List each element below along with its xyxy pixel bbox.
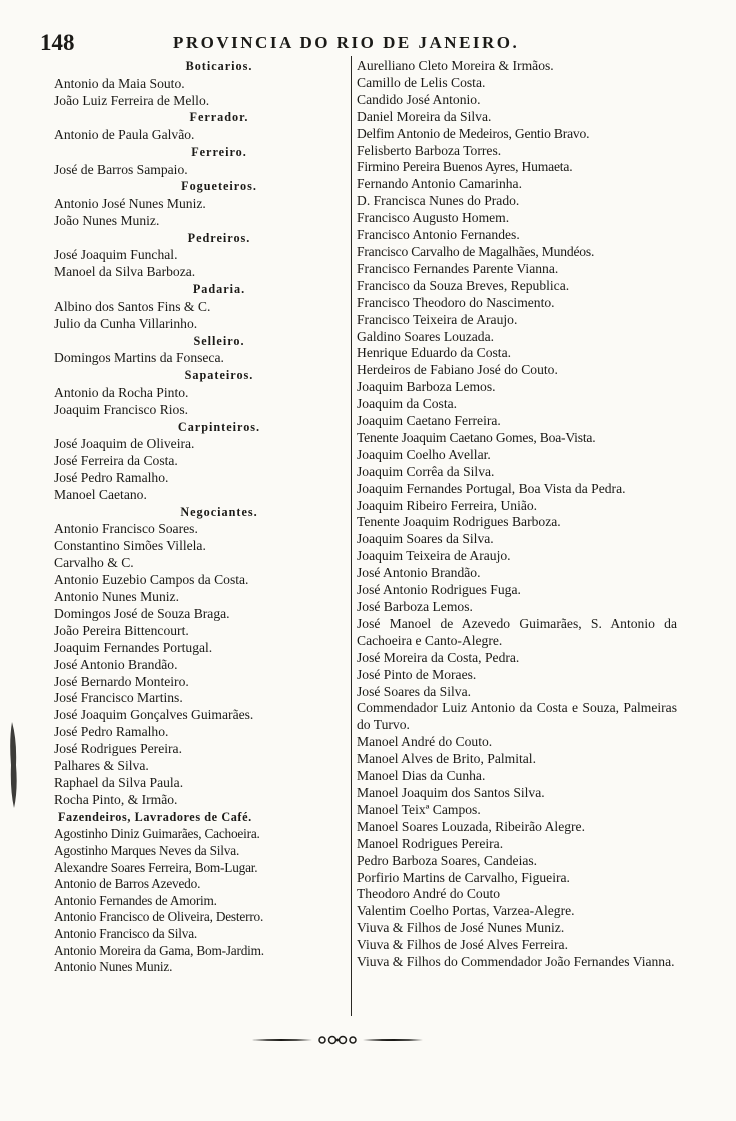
section-negociantes bbox=[54, 504, 344, 809]
list-item: Manoel André do Couto. bbox=[357, 734, 493, 750]
list-item: Joaquim Ribeiro Ferreira, União. bbox=[357, 497, 538, 513]
list-item: Candido José Antonio. bbox=[357, 91, 481, 107]
list-item: José Pedro Ramalho. bbox=[54, 469, 169, 485]
list-item: Constantino Simões Villela. bbox=[54, 538, 206, 554]
list-item: José Antonio Brandão. bbox=[357, 565, 481, 581]
section-heading: Selleiro. bbox=[193, 333, 245, 348]
section-selleiro bbox=[54, 333, 344, 368]
list-item: Joaquim Caetano Ferreira. bbox=[357, 413, 501, 429]
list-item: Carvalho & C. bbox=[54, 555, 134, 571]
list-item: Valentim Coelho Portas, Varzea-Alegre. bbox=[357, 903, 575, 919]
list-item: José Antonio Brandão. bbox=[54, 656, 178, 672]
list-item: Porfirio Martins de Carvalho, Figueira. bbox=[357, 869, 570, 885]
list-item: José Rodrigues Pereira. bbox=[54, 741, 182, 757]
list-item: Antonio de Barros Azevedo. bbox=[54, 876, 201, 892]
list-item: Antonio Nunes Muniz. bbox=[54, 959, 173, 975]
list-item: Manoel Caetano. bbox=[54, 486, 147, 502]
list-item: José Pinto de Moraes. bbox=[357, 666, 477, 682]
list-item: Manoel Joaquim dos Santos Silva. bbox=[357, 784, 545, 800]
list-item: Viuva & Filhos de José Nunes Muniz. bbox=[357, 920, 565, 936]
list-item: Antonio Francisco de Oliveira, Desterro. bbox=[54, 909, 264, 925]
list-item: Manoel Dias da Cunha. bbox=[357, 768, 486, 784]
list-item: Aurelliano Cleto Moreira & Irmãos. bbox=[357, 58, 554, 73]
list-item: Francisco da Souza Breves, Republica. bbox=[357, 277, 570, 293]
list-item: Francisco Fernandes Parente Vianna. bbox=[357, 260, 559, 276]
section-heading: Ferrador. bbox=[189, 110, 249, 125]
list-item: Palhares & Silva. bbox=[54, 758, 149, 774]
section-ferreiro bbox=[54, 144, 344, 179]
list-item: José de Barros Sampaio. bbox=[54, 161, 188, 177]
list-item: José Manoel de Azevedo Guimarães, S. Antonio da Cachoeira e Canto-Alegre. bbox=[357, 615, 677, 648]
list-item: Antonio Fernandes de Amorim. bbox=[54, 892, 217, 908]
section-heading: Ferreiro. bbox=[191, 144, 247, 159]
list-item: Rocha Pinto, & Irmão. bbox=[54, 791, 178, 807]
list-item: Galdino Soares Louzada. bbox=[357, 328, 495, 344]
page-title: PROVINCIA DO RIO DE JANEIRO. bbox=[173, 33, 520, 52]
list-item: Raphael da Silva Paula. bbox=[54, 774, 184, 790]
list-item: Tenente Joaquim Caetano Gomes, Boa-Vista. bbox=[357, 429, 596, 445]
list-item: Antonio da Rocha Pinto. bbox=[54, 384, 189, 400]
left-column bbox=[54, 58, 344, 976]
list-item: José Ferreira da Costa. bbox=[54, 453, 178, 469]
section-heading: Carpinteiros. bbox=[177, 419, 261, 434]
list-item: Manoel Alves de Brito, Palmital. bbox=[357, 751, 536, 767]
list-item: Antonio Euzebio Campos da Costa. bbox=[54, 572, 249, 588]
section-fogueteiros bbox=[54, 178, 344, 229]
section-carpinteiros bbox=[54, 419, 344, 504]
list-item: José Francisco Martins. bbox=[54, 690, 183, 706]
list-item: José Moreira da Costa, Pedra. bbox=[357, 649, 520, 665]
list-item: Delfim Antonio de Medeiros, Gentio Bravo. bbox=[357, 125, 590, 141]
list-item: Joaquim da Costa. bbox=[357, 396, 458, 412]
ink-stain-icon bbox=[8, 720, 20, 810]
section-sapateiros bbox=[54, 367, 344, 418]
list-item: José Joaquim Gonçalves Guimarães. bbox=[54, 707, 254, 723]
list-item: Agostinho Marques Neves da Silva. bbox=[54, 842, 240, 858]
section-heading: Padaria. bbox=[192, 282, 246, 297]
list-item: Viuva & Filhos do Commendador João Fernandes Vianna. bbox=[357, 954, 675, 970]
list-item: Antonio Moreira da Gama, Bom-Jardim. bbox=[54, 942, 264, 958]
list-item: Joaquim Teixeira de Araujo. bbox=[357, 548, 511, 564]
list-item: Henrique Eduardo da Costa. bbox=[357, 345, 512, 361]
section-heading: Boticarios. bbox=[185, 59, 253, 73]
list-item: Francisco Theodoro do Nascimento. bbox=[357, 294, 555, 310]
section-heading: Fogueteiros. bbox=[181, 179, 257, 194]
list-item: João Luiz Ferreira de Mello. bbox=[54, 92, 210, 108]
list-item: Tenente Joaquim Rodrigues Barboza. bbox=[357, 514, 561, 530]
section-heading: Negociantes. bbox=[180, 504, 258, 519]
section-padaria bbox=[54, 281, 344, 332]
list-item: Manoel Soares Louzada, Ribeirão Alegre. bbox=[357, 818, 585, 834]
list-item: Joaquim Francisco Rios. bbox=[54, 401, 189, 417]
section-fazendeiros bbox=[54, 809, 344, 976]
section-boticarios bbox=[54, 58, 344, 109]
list-item: Francisco Teixeira de Araujo. bbox=[357, 311, 518, 327]
list-item: Domingos Martins da Fonseca. bbox=[54, 350, 224, 366]
list-item: Joaquim Barboza Lemos. bbox=[357, 379, 496, 395]
list-item: Antonio José Nunes Muniz. bbox=[54, 196, 206, 211]
list-item: Firmino Pereira Buenos Ayres, Humaeta. bbox=[357, 159, 573, 175]
list-item: Julio da Cunha Villarinho. bbox=[54, 315, 198, 331]
list-item: Agostinho Diniz Guimarães, Cachoeira. bbox=[54, 826, 260, 842]
list-item: José Joaquim Funchal. bbox=[54, 247, 178, 263]
list-item: Joaquim Soares da Silva. bbox=[357, 531, 494, 547]
list-item: Camillo de Lelis Costa. bbox=[357, 74, 486, 90]
list-item: Francisco Carvalho de Magalhães, Mundéos. bbox=[357, 243, 595, 259]
list-item: José Joaquim de Oliveira. bbox=[54, 436, 195, 452]
list-item: José Bernardo Monteiro. bbox=[54, 673, 189, 689]
list-item: Felisberto Barboza Torres. bbox=[357, 142, 502, 158]
list-item: D. Francisca Nunes do Prado. bbox=[357, 193, 520, 209]
list-item: José Barboza Lemos. bbox=[357, 599, 473, 614]
list-item: João Pereira Bittencourt. bbox=[54, 622, 189, 638]
page-header bbox=[40, 30, 690, 58]
list-item: Joaquim Corrêa da Silva. bbox=[357, 463, 495, 479]
list-item: José Pedro Ramalho. bbox=[54, 724, 169, 740]
section-heading: Fazendeiros, Lavradores de Café. bbox=[58, 809, 252, 824]
section-pedreiros bbox=[54, 230, 344, 281]
ornament-divider-icon bbox=[250, 1032, 425, 1048]
list-item: José Soares da Silva. bbox=[357, 683, 472, 699]
list-item: Viuva & Filhos de José Alves Ferreira. bbox=[357, 937, 568, 953]
list-item: Commendador Luiz Antonio da Costa e Souza, Palmeiras do Turvo. bbox=[357, 700, 677, 733]
list-item: Francisco Augusto Homem. bbox=[357, 210, 510, 226]
section-heading: Pedreiros. bbox=[187, 230, 251, 245]
list-item: Francisco Antonio Fernandes. bbox=[357, 227, 520, 243]
list-item: Albino dos Santos Fins & C. bbox=[54, 298, 211, 314]
list-item: Antonio de Paula Galvão. bbox=[54, 127, 195, 142]
list-item: Theodoro André do Couto bbox=[357, 886, 501, 902]
list-item: Joaquim Coelho Avellar. bbox=[357, 446, 491, 462]
list-item: Manoel Rodrigues Pereira. bbox=[357, 835, 504, 851]
list-item: Fernando Antonio Camarinha. bbox=[357, 176, 522, 192]
section-heading: Sapateiros. bbox=[184, 368, 254, 383]
list-item: João Nunes Muniz. bbox=[54, 212, 160, 228]
list-item: Antonio Francisco Soares. bbox=[54, 521, 198, 537]
right-column bbox=[357, 58, 677, 971]
list-item: Manoel Teixª Campos. bbox=[357, 801, 481, 817]
section-ferrador bbox=[54, 109, 344, 144]
list-item: José Antonio Rodrigues Fuga. bbox=[357, 582, 521, 598]
list-item: Antonio Nunes Muniz. bbox=[54, 588, 179, 604]
list-item: Herdeiros de Fabiano José do Couto. bbox=[357, 362, 558, 378]
page-number: 148 bbox=[40, 30, 75, 55]
list-item: Alexandre Soares Ferreira, Bom-Lugar. bbox=[54, 859, 258, 875]
list-item: Daniel Moreira da Silva. bbox=[357, 108, 492, 124]
list-item: Domingos José de Souza Braga. bbox=[54, 605, 230, 621]
list-item: Joaquim Fernandes Portugal, Boa Vista da Pedra. bbox=[357, 480, 626, 496]
list-item: Joaquim Fernandes Portugal. bbox=[54, 639, 213, 655]
list-item: Antonio Francisco da Silva. bbox=[54, 925, 198, 941]
list-item: Manoel da Silva Barboza. bbox=[54, 264, 196, 280]
list-item: Antonio da Maia Souto. bbox=[54, 75, 185, 91]
column-divider bbox=[351, 56, 352, 1016]
list-item: Pedro Barboza Soares, Candeias. bbox=[357, 852, 538, 868]
